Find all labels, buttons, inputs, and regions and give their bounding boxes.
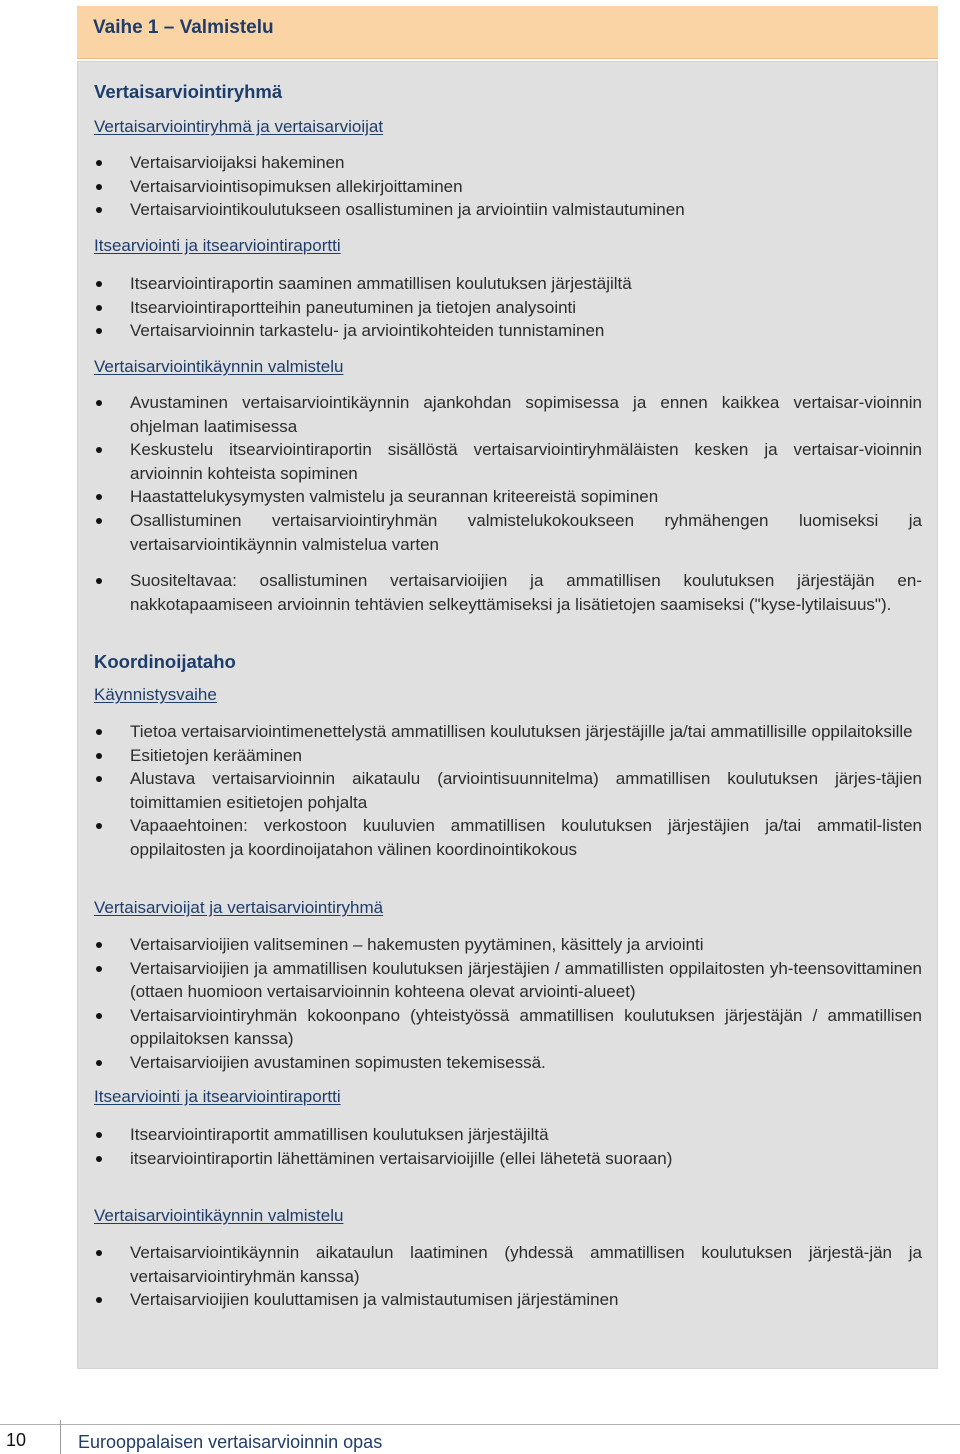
bullet-icon [96, 1297, 102, 1303]
document-title: Eurooppalaisen vertaisarvioinnin opas [78, 1432, 383, 1452]
list-group-visitprep [94, 391, 922, 556]
list-item: itsearviointiraportin lähettäminen vertaisarvioijille (ellei lähetetä suoraan) [94, 1147, 922, 1171]
bullet-icon [96, 447, 102, 453]
list-item: Alustava vertaisarvioinnin aikataulu (arviointisuunnitelma) ammatillisen koulutuksen järjes-täjien toimittamien esitietojen pohjalta [94, 767, 922, 814]
list-coord-start [94, 720, 922, 862]
list-item: Itsearviointiraportin saaminen ammatillisen koulutuksen järjestäjiltä [94, 272, 922, 296]
bullet-icon [96, 1250, 102, 1256]
list-item: Vertaisarviointiryhmän kokoonpano (yhteistyössä ammatillisen koulutuksen järjestäjän / ammatillisen oppilaitoksen kanssa) [94, 1004, 922, 1051]
list-item: Keskustelu itsearviointiraportin sisällöstä vertaisarviointiryhmäläisten kesken ja vertaisar-vioinnin arvioinnin kohteista sopiminen [94, 438, 922, 485]
bullet-icon [96, 281, 102, 287]
phase-title: Vaihe 1 – Valmistelu [93, 17, 274, 38]
bullet-icon [96, 1132, 102, 1138]
list-item: Vertaisarvioijaksi hakeminen [94, 151, 922, 175]
bullet-icon [96, 823, 102, 829]
bullet-icon [96, 184, 102, 190]
page-number: 10 [6, 1430, 27, 1450]
list-item: Tietoa vertaisarviointimenettelystä ammatillisen koulutuksen järjestäjille ja/tai ammatillisille oppilaitoksille [94, 720, 922, 744]
list-item: Esitietojen kerääminen [94, 744, 922, 768]
list-item: Vapaaehtoinen: verkostoon kuuluvien ammatillisen koulutuksen järjestäjien ja/tai ammatil-listen oppilaitosten ja koordinoijatahon välinen koordinointikokous [94, 814, 922, 861]
list-item: Osallistuminen vertaisarviointiryhmän valmistelukokoukseen ryhmähengen luomiseksi ja vertaisarviointikäynnin valmistelua varten [94, 509, 922, 556]
bullet-icon [96, 518, 102, 524]
list-item: Vertaisarvioijien kouluttamisen ja valmistautumisen järjestäminen [94, 1288, 922, 1312]
bullet-icon [96, 942, 102, 948]
list-coord-selfassessment [94, 1123, 922, 1170]
list-group-recommendation [94, 569, 922, 616]
list-item: Vertaisarvioijien valitseminen – hakemusten pyytäminen, käsittely ja arviointi [94, 933, 922, 957]
list-coord-visitprep [94, 1241, 922, 1312]
list-group-selfassessment [94, 272, 922, 343]
bullet-icon [96, 305, 102, 311]
bullet-icon [96, 1060, 102, 1066]
subheading-coord-selfassessment: Itsearviointi ja itsearviointiraportti [94, 1087, 341, 1106]
footer-divider [0, 1424, 960, 1425]
bullet-icon [96, 207, 102, 213]
subheading-group-members: Vertaisarviointiryhmä ja vertaisarvioijat [94, 117, 384, 136]
list-item: Vertaisarvioinnin tarkastelu- ja arviointikohteiden tunnistaminen [94, 319, 922, 343]
bullet-icon [96, 753, 102, 759]
subheading-coord-visitprep: Vertaisarviointikäynnin valmistelu [94, 1206, 344, 1225]
list-item: Vertaisarviointikoulutukseen osallistuminen ja arviointiin valmistautuminen [94, 198, 922, 222]
footer-separator [60, 1420, 61, 1454]
list-item: Itsearviointiraportteihin paneutuminen ja tietojen analysointi [94, 296, 922, 320]
list-group-members [94, 151, 922, 222]
bullet-icon [96, 966, 102, 972]
bullet-icon [96, 400, 102, 406]
content-panel [77, 61, 938, 1369]
bullet-icon [96, 494, 102, 500]
subheading-group-selfassessment: Itsearviointi ja itsearviointiraportti [94, 236, 341, 255]
bullet-icon [96, 328, 102, 334]
phase-header [77, 6, 938, 59]
list-item: Suositeltavaa: osallistuminen vertaisarvioijien ja ammatillisen koulutuksen järjestäjän en-nakkotapaamiseen arvioinnin tehtävien selkeyttämiseksi ja lisätietojen saamiseksi ("kyse-lytilaisuus"). [94, 569, 922, 616]
bullet-icon [96, 160, 102, 166]
subheading-group-visitprep: Vertaisarviointikäynnin valmistelu [94, 357, 344, 376]
list-item: Vertaisarviointisopimuksen allekirjoittaminen [94, 175, 922, 199]
list-item: Itsearviointiraportit ammatillisen koulutuksen järjestäjiltä [94, 1123, 922, 1147]
list-item: Avustaminen vertaisarviointikäynnin ajankohdan sopimisessa ja ennen kaikkea vertaisar-vioinnin ohjelman laatimisessa [94, 391, 922, 438]
subheading-coord-start: Käynnistysvaihe [94, 685, 217, 704]
list-item: Vertaisarviointikäynnin aikataulun laatiminen (yhdessä ammatillisen koulutuksen järjestä-jän ja vertaisarviointiryhmän kanssa) [94, 1241, 922, 1288]
list-coord-reviewers [94, 933, 922, 1075]
bullet-icon [96, 729, 102, 735]
bullet-icon [96, 776, 102, 782]
bullet-icon [96, 578, 102, 584]
section-heading-group: Vertaisarviointiryhmä [94, 81, 283, 102]
list-item: Vertaisarvioijien ja ammatillisen koulutuksen järjestäjien / ammatillisten oppilaitosten yh-teensovittaminen (ottaen huomioon vertaisarvioinnin kohteena olevat arviointi-alueet) [94, 957, 922, 1004]
section-heading-coord: Koordinoijataho [94, 651, 236, 672]
bullet-icon [96, 1156, 102, 1162]
subheading-coord-reviewers: Vertaisarvioijat ja vertaisarviointiryhmä [94, 898, 384, 917]
bullet-icon [96, 1013, 102, 1019]
list-item: Vertaisarvioijien avustaminen sopimusten tekemisessä. [94, 1051, 922, 1075]
list-item: Haastattelukysymysten valmistelu ja seurannan kriteereistä sopiminen [94, 485, 922, 509]
